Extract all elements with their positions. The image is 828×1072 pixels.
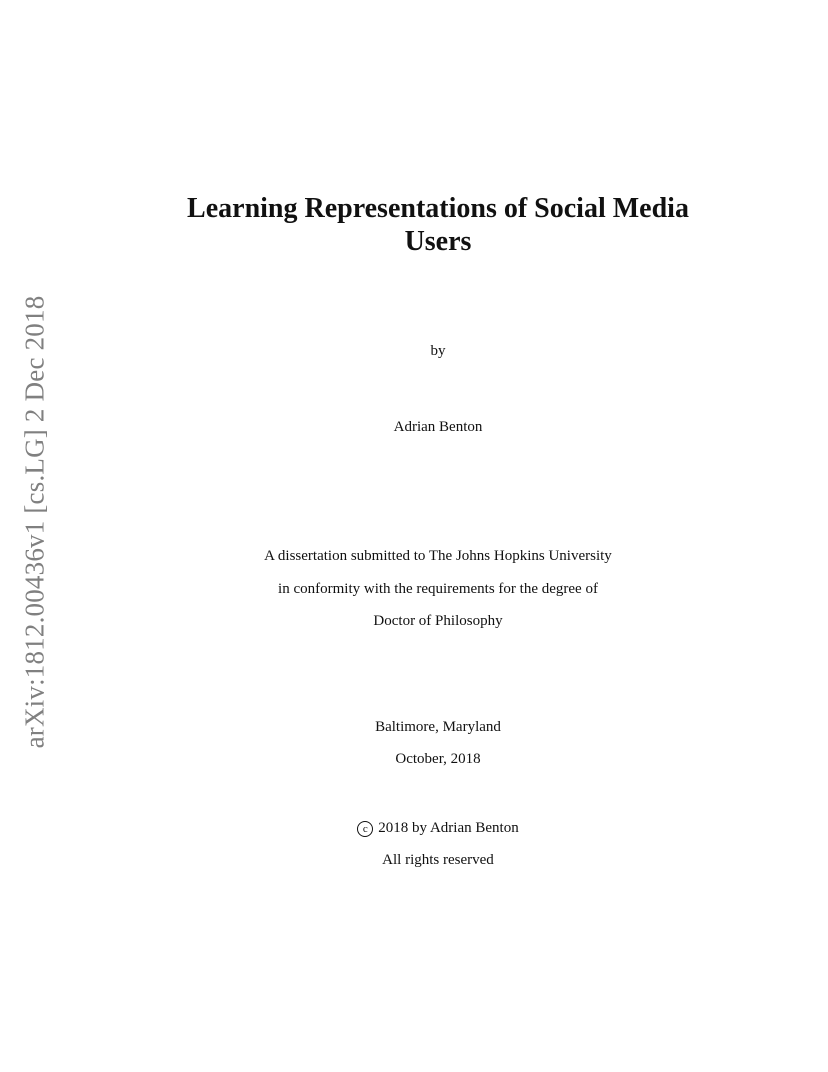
title-line-1: Learning Representations of Social Media — [187, 193, 689, 224]
dissertation-statement-line-2: in conformity with the requirements for the degree of — [278, 581, 598, 597]
rights-statement: All rights reserved — [382, 852, 494, 868]
arxiv-identifier-stamp: arXiv:1812.00436v1 [cs.LG] 2 Dec 2018 — [19, 295, 50, 749]
copyright-icon: c — [357, 821, 373, 837]
by-label: by — [430, 343, 446, 359]
dissertation-statement-line-1: A dissertation submitted to The Johns Hopkins University — [264, 548, 612, 564]
author-name: Adrian Benton — [393, 419, 483, 435]
location: Baltimore, Maryland — [375, 719, 501, 735]
copyright-text: 2018 by Adrian Benton — [378, 820, 519, 836]
submission-date: October, 2018 — [395, 751, 481, 767]
dissertation-title — [118, 192, 758, 258]
degree-name: Doctor of Philosophy — [373, 613, 503, 629]
copyright-notice — [118, 819, 758, 837]
title-line-2: Users — [404, 226, 472, 257]
